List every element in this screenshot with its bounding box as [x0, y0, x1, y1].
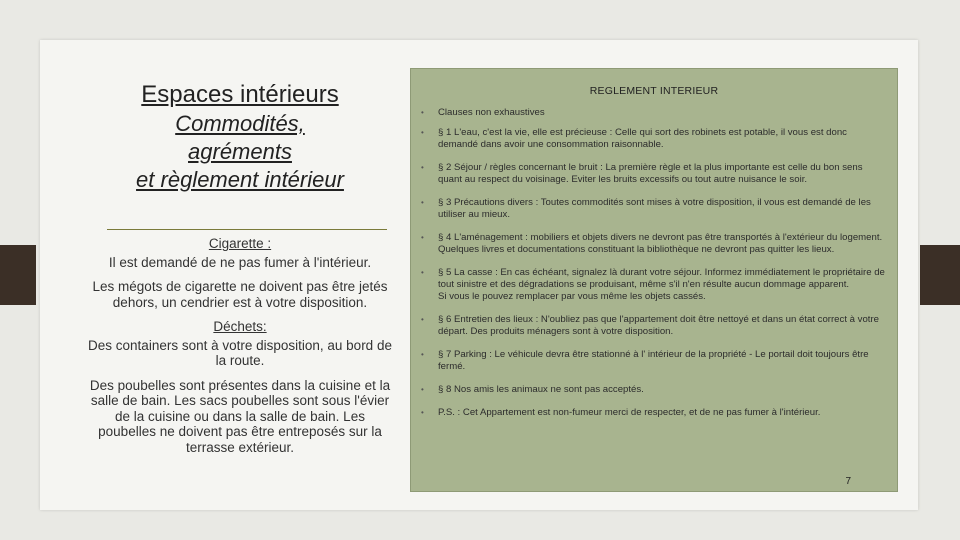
rule-text: § 4 L'aménagement : mobiliers et objets divers ne devront pas être transportés à l'extérieur du logement. Quelques livres et documentations constituant la bibliothèque ne devront pas quitter les lieux.	[438, 232, 883, 255]
rule-item	[421, 349, 887, 373]
rule-text: Clauses non exhaustives	[438, 107, 545, 118]
bullet-icon: •	[421, 408, 424, 417]
rule-item	[421, 314, 887, 338]
rule-item	[421, 127, 887, 151]
rule-text: § 7 Parking : Le véhicule devra être stationné à l' intérieur de la propriété - Le portail doit toujours être fermé.	[438, 349, 869, 372]
bullet-icon: •	[421, 315, 424, 324]
bullet-icon: •	[421, 233, 424, 242]
left-body	[85, 236, 395, 464]
slide-subtitle-line-1: Commodités,	[175, 111, 305, 136]
rule-item	[421, 407, 887, 419]
section-paragraph: Il est demandé de ne pas fumer à l'intérieur.	[108, 254, 372, 270]
rule-item	[421, 384, 887, 396]
left-title-block	[85, 80, 395, 194]
bullet-icon: •	[421, 350, 424, 359]
slide-subtitle-line-2: agréments	[188, 139, 292, 164]
rule-item	[421, 107, 887, 119]
rule-item	[421, 197, 887, 221]
rule-item	[421, 267, 887, 303]
slide-title: Espaces intérieurs	[141, 81, 339, 108]
rule-item	[421, 232, 887, 256]
rule-text: P.S. : Cet Appartement est non-fumeur merci de respecter, et de ne pas fumer à l'intérieur.	[438, 407, 821, 418]
rules-panel	[410, 68, 898, 492]
bullet-icon: •	[421, 198, 424, 207]
rule-text: § 1 L'eau, c'est la vie, elle est précieuse : Celle qui sort des robinets est potable, il vous est donc demandé dans avoir une consommation raisonnable.	[438, 127, 847, 150]
bullet-icon: •	[421, 385, 424, 394]
section-heading-cigarette: Cigarette :	[208, 236, 272, 251]
bullet-icon: •	[421, 128, 424, 137]
section-paragraph: Des poubelles sont présentes dans la cuisine et la salle de bain. Les sacs poubelles sont sous l'évier de la cuisine ou dans la salle de bain. Les poubelles ne doivent pas être entreposés sur la terrasse extérieur.	[89, 377, 391, 455]
decorative-bar-left	[0, 245, 36, 305]
rule-text: § 3 Précautions divers : Toutes commodités sont mises à votre disposition, il vous est demandé de les utiliser au mieux.	[438, 197, 871, 220]
decorative-bar-right	[920, 245, 960, 305]
page-number: 7	[845, 476, 851, 487]
title-divider	[107, 229, 387, 230]
rule-text: § 8 Nos amis les animaux ne sont pas acceptés.	[438, 384, 644, 395]
slide-subtitle-line-3: et règlement intérieur	[136, 167, 344, 192]
rules-title: REGLEMENT INTERIEUR	[589, 85, 719, 97]
section-heading-dechets: Déchets:	[213, 319, 267, 334]
rule-text: § 5 La casse : En cas échéant, signalez là durant votre séjour. Informez immédiatement le propriétaire de tout sinistre et des dégradations se produisant, même s'il n'en résulte aucun dommage apparent. Si vous le pouvez remplacer par vous même les objets cassés.	[438, 267, 885, 302]
bullet-icon: •	[421, 108, 424, 117]
rules-list	[421, 107, 887, 419]
section-paragraph: Des containers sont à votre disposition, au bord de la route.	[88, 337, 392, 368]
rule-text: § 2 Séjour / règles concernant le bruit : La première règle et la plus importante est celle du bon sens quant au respect du voisinage. Eviter les bruits excessifs ou tout autre nuisance le soir.	[438, 162, 863, 185]
bullet-icon: •	[421, 163, 424, 172]
section-paragraph: Les mégots de cigarette ne doivent pas être jetés dehors, un cendrier est à votre disposition.	[92, 279, 388, 310]
bullet-icon: •	[421, 268, 424, 277]
rule-text: § 6 Entretien des lieux : N'oubliez pas que l'appartement doit être nettoyé et dans un état correct à votre départ. Des produits ménagers sont à votre disposition.	[438, 314, 879, 337]
rule-item	[421, 162, 887, 186]
